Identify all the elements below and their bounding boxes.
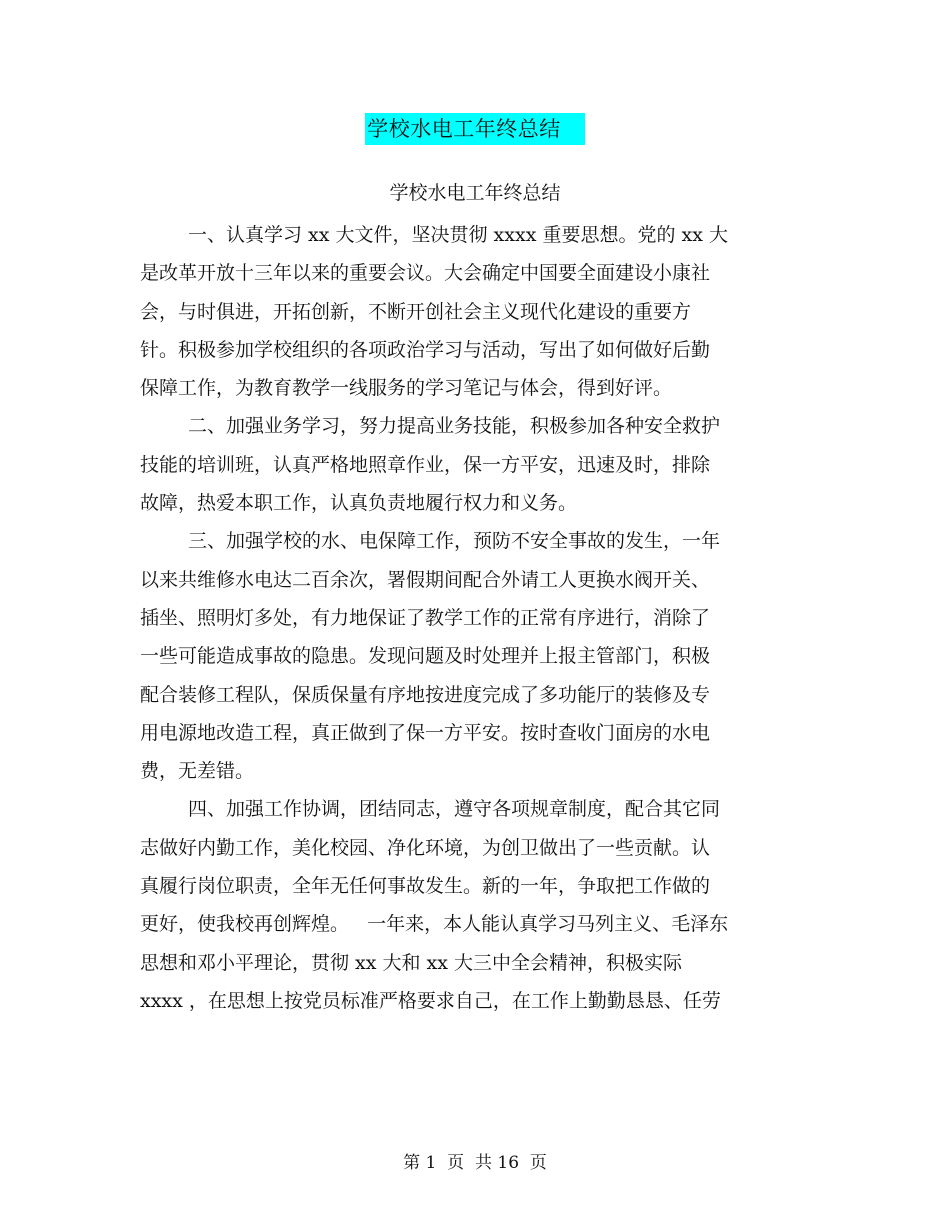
page-number: 第 1 页 共 16 页 xyxy=(403,1153,547,1173)
document-body xyxy=(140,216,810,1020)
paragraph-4-line-2: 志做好内勤工作，美化校园、净化环境，为创卫做出了一些贡献。认 xyxy=(140,836,711,859)
paragraph-1-line-1: 一、认真学习 xx 大文件，坚决贯彻 xxxx 重要思想。党的 xx 大 xyxy=(188,224,728,246)
paragraph-4-line-1: 四、加强工作协调，团结同志，遵守各项规章制度，配合其它同 xyxy=(188,798,721,821)
paragraph-1-line-5: 保障工作，为教育教学一线服务的学习笔记与体会，得到好评。 xyxy=(140,377,673,400)
paragraph-2-line-1: 二、加强业务学习，努力提高业务技能，积极参加各种安全救护 xyxy=(188,415,721,438)
paragraph-4-line-5: 思想和邓小平理论，贯彻 xx 大和 xx 大三中全会精神，积极实际 xyxy=(140,951,683,974)
paragraph-3-line-7: 费，无差错。 xyxy=(140,760,255,783)
paragraph-1-line-2: 是改革开放十三年以来的重要会议。大会确定中国要全面建设小康社 xyxy=(140,262,711,285)
paragraph-3-line-2: 以来共维修水电达二百余次，署假期间配合外请工人更换水阀开关、 xyxy=(140,568,711,591)
paragraph-3-line-3: 插坐、照明灯多处，有力地保证了教学工作的正常有序进行，消除了 xyxy=(140,606,711,629)
paragraph-2-line-3: 故障，热爱本职工作，认真负责地履行权力和义务。 xyxy=(140,492,578,515)
page-header xyxy=(0,113,950,145)
paragraph-3-line-4: 一些可能造成事故的隐患。发现问题及时处理并上报主管部门，积极 xyxy=(140,645,711,668)
paragraph-1-line-3: 会，与时俱进，开拓创新，不断开创社会主义现代化建设的重要方 xyxy=(140,300,692,323)
paragraph-4-line-3: 真履行岗位职责，全年无任何事故发生。新的一年，争取把工作做的 xyxy=(140,875,711,898)
highlighted-title: 学校水电工年终总结 xyxy=(365,113,585,145)
paragraph-2-line-2: 技能的培训班，认真严格地照章作业，保一方平安，迅速及时，排除 xyxy=(140,453,711,476)
paragraph-3-line-6: 用电源地改造工程，真正做到了保一方平安。按时查收门面房的水电 xyxy=(140,721,711,744)
paragraph-3-line-1: 三、加强学校的水、电保障工作，预防不安全事故的发生，一年 xyxy=(188,530,721,553)
paragraph-1-line-4: 针。积极参加学校组织的各项政治学习与活动，写出了如何做好后勤 xyxy=(140,338,711,361)
document-title: 学校水电工年终总结 xyxy=(389,182,561,204)
paragraph-4-line-6: xxxx ，在思想上按党员标准严格要求自己，在工作上勤勤恳恳、任劳 xyxy=(140,989,721,1012)
paragraph-4-line-4: 更好，使我校再创辉煌。 一年来，本人能认真学习马列主义、毛泽东 xyxy=(140,913,729,936)
paragraph-3-line-5: 配合装修工程队，保质保量有序地按进度完成了多功能厅的装修及专 xyxy=(140,683,711,706)
